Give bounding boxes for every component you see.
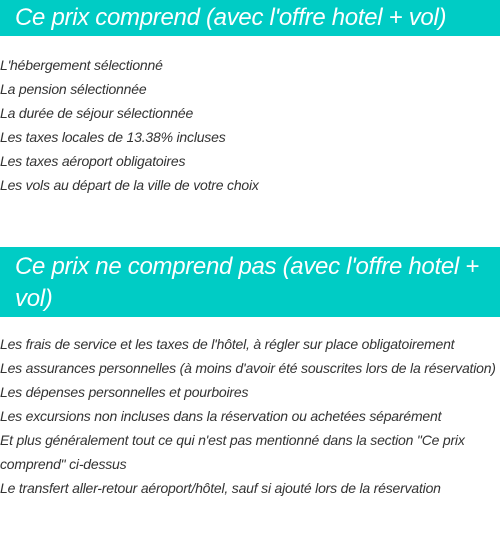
list-item: Les taxes aéroport obligatoires (0, 153, 186, 169)
list-item: Les assurances personnelles (à moins d'avoir été souscrites lors de la réservation) (0, 360, 496, 376)
included-section-title: Ce prix comprend (avec l'offre hotel + vol) (0, 0, 500, 36)
list-item: Les frais de service et les taxes de l'hôtel, à régler sur place obligatoirement (0, 336, 455, 352)
list-item: La durée de séjour sélectionnée (0, 105, 194, 121)
excluded-list (0, 332, 496, 500)
list-item: L'hébergement sélectionné (0, 57, 163, 73)
list-item: Les excursions non incluses dans la réservation ou achetées séparément (0, 408, 442, 424)
list-item: Les taxes locales de 13.38% incluses (0, 129, 226, 145)
excluded-section-title: Ce prix ne comprend pas (avec l'offre hotel + vol) (0, 247, 500, 317)
list-item: Et plus généralement tout ce qui n'est pas mentionné dans la section "Ce prix comprend" ci-dessus (0, 432, 465, 472)
list-item: Le transfert aller-retour aéroport/hôtel, sauf si ajouté lors de la réservation (0, 480, 441, 496)
list-item: Les vols au départ de la ville de votre choix (0, 177, 259, 193)
list-item: La pension sélectionnée (0, 81, 147, 97)
included-list (0, 53, 496, 197)
list-item: Les dépenses personnelles et pourboires (0, 384, 249, 400)
